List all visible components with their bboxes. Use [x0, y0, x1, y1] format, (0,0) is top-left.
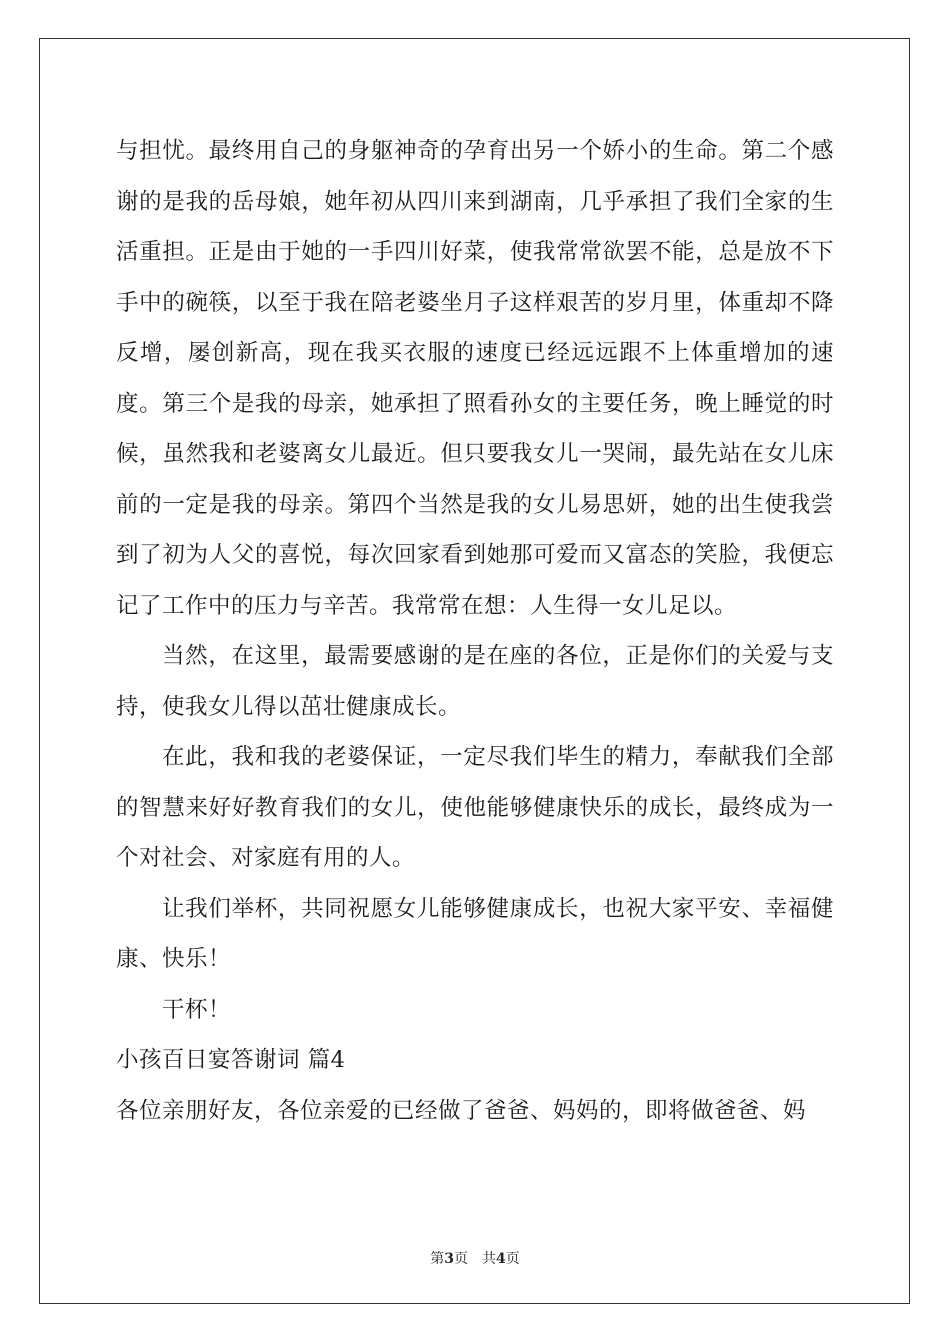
page-suffix: 页	[454, 1251, 468, 1267]
paragraph-5: 干杯！	[162, 996, 232, 1023]
paragraph-2: 当然，在这里，最需要感谢的是在座的各位，正是你们的关爱与支持，使我女儿得以茁壮健康成长。	[116, 643, 834, 720]
paragraph-6: 各位亲朋好友，各位亲爱的已经做了爸爸、妈妈的，即将做爸爸、妈	[116, 1097, 807, 1124]
page-total: 4	[496, 1251, 506, 1267]
page-footer	[0, 1248, 950, 1268]
section-heading: 小孩百日宴答谢词 篇4	[116, 1047, 346, 1073]
page-current: 3	[444, 1251, 454, 1267]
paragraph-1: 与担忧。最终用自己的身躯神奇的孕育出另一个娇小的生命。第二个感谢的是我的岳母娘，她年初从四川来到湖南，几乎承担了我们全家的生活重担。正是由于她的一手四川好菜，使我常常欲罢不能，总是放不下手中的碗筷，以至于我在陪老婆坐月子这样艰苦的岁月里，体重却不降反增，屡创新高，现在我买衣服的速度已经远远跟不上体重增加的速度。第三个是我的母亲，她承担了照看孙女的主要任务，晚上睡觉的时候，虽然我和老婆离女儿最近。但只要我女儿一哭闹，最先站在女儿床前的一定是我的母亲。第四个当然是我的女儿易思妍，她的出生使我尝到了初为人父的喜悦，每次回家看到她那可爱而又富态的笑脸，我便忘记了工作中的压力与辛苦。我常常在想：人生得一女儿足以。	[116, 138, 834, 619]
paragraph-3: 在此，我和我的老婆保证，一定尽我们毕生的精力，奉献我们全部的智慧来好好教育我们的女儿，使他能够健康快乐的成长，最终成为一个对社会、对家庭有用的人。	[116, 744, 834, 871]
page-prefix: 第	[430, 1251, 445, 1267]
paragraph-4: 让我们举杯，共同祝愿女儿能够健康成长，也祝大家平安、幸福健康、快乐！	[116, 895, 834, 972]
document-body	[116, 126, 834, 1136]
total-suffix: 页	[505, 1251, 520, 1267]
total-prefix: 共	[482, 1251, 496, 1267]
